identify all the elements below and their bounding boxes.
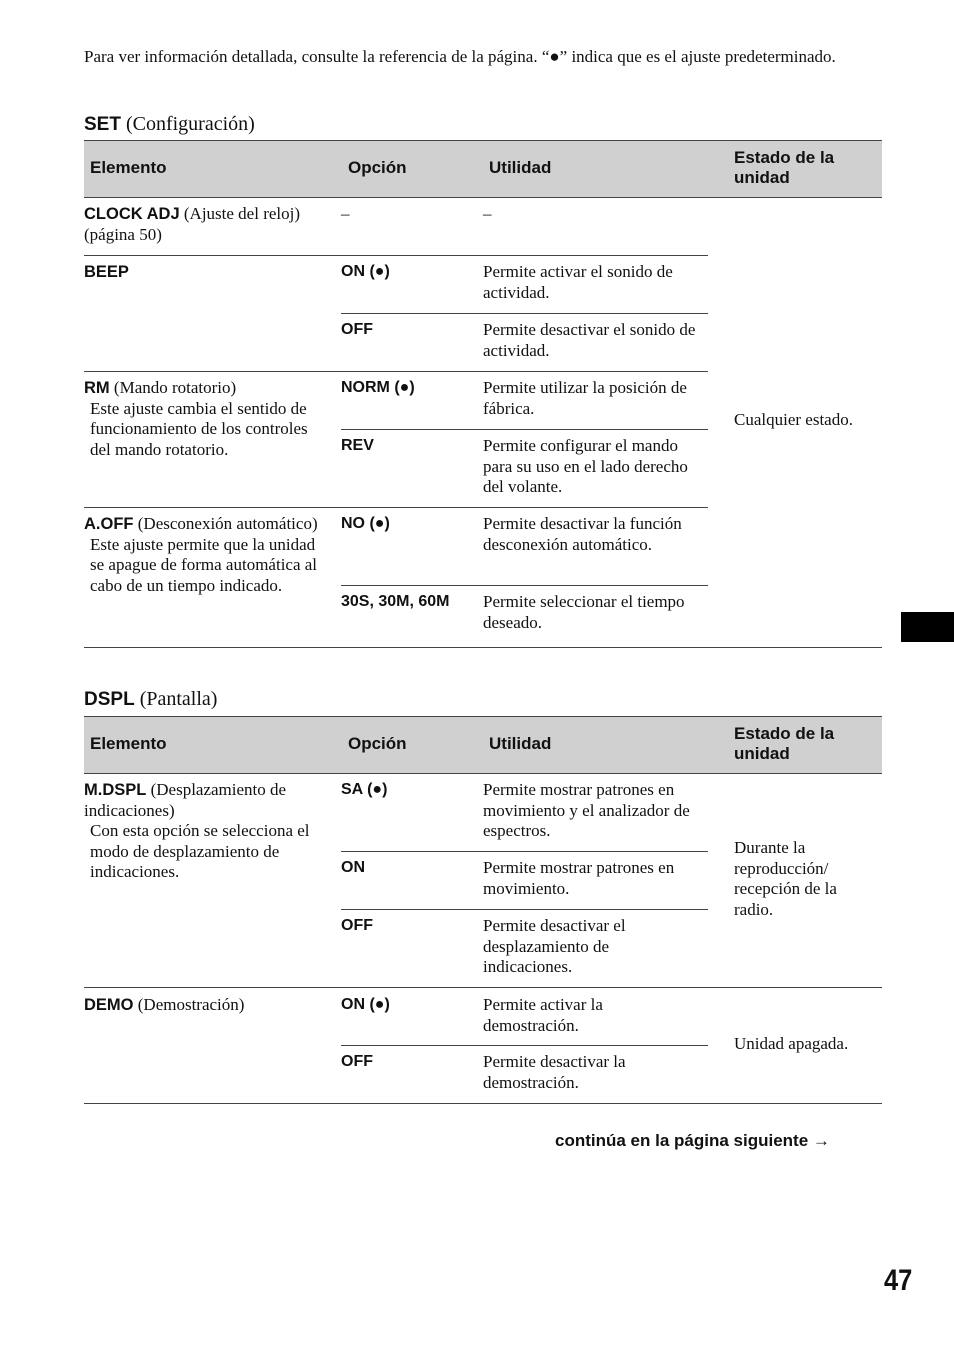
demo-element: DEMO (Demostración) [84,995,245,1014]
dspl-title-keyword: DSPL [84,689,135,710]
set-table-header [84,140,882,198]
header-estado: Estado de la unidad [734,148,835,187]
rm-utility-norm: Permite utilizar la posición de fábrica. [483,378,687,418]
demo-option-on: ON (●) [341,996,390,1013]
set-title-keyword: SET [84,114,121,135]
header-opcion: Opción [348,158,407,177]
dspl-table-header [84,716,882,774]
aoff-keyword: A.OFF [84,515,134,533]
set-estado: Cualquier estado. [734,410,853,429]
continue-next-page: continúa en la página siguiente → [555,1131,830,1150]
mdspl-description: Con esta opción se selecciona el modo de desplazamiento de indicaciones. [90,821,310,881]
rm-utility-rev: Permite configurar el mando para su uso en el lado derecho del volante. [483,436,688,496]
mdspl-element: M.DSPL (Desplazamiento de indicaciones) Con esta opción se selecciona el modo de desplazamiento de indicaciones. [84,780,329,883]
clock-adj-element: CLOCK ADJ (Ajuste del reloj) (página 50) [84,204,301,244]
mdspl-utility-off: Permite desactivar el desplazamiento de indicaciones. [483,916,626,976]
rm-keyword: RM [84,379,110,397]
clock-adj-option: – [341,204,350,223]
mdspl-utility-sa: Permite mostrar patrones en movimiento y el analizador de espectros. [483,780,690,840]
mdspl-utility-on: Permite mostrar patrones en movimiento. [483,858,675,898]
aoff-option-no: NO (●) [341,515,390,532]
beep-option-off: OFF [341,321,373,338]
header-opcion: Opción [348,734,407,753]
beep-option-on: ON (●) [341,263,390,280]
mdspl-estado: Durante la reproducción/ recepción de la radio. [734,838,837,919]
beep-element [84,262,324,283]
aoff-utility-no: Permite desactivar la función desconexión automático. [483,514,682,554]
beep-keyword: BEEP [84,263,129,281]
mdspl-option-sa: SA (●) [341,781,388,798]
intro-text: Para ver información detallada, consulte la referencia de la página. “●” indica que es el ajuste predeterminado. [84,47,836,66]
header-elemento: Elemento [90,158,167,177]
rm-option-rev: REV [341,437,374,454]
header-utilidad: Utilidad [489,734,552,753]
rm-option-norm: NORM (●) [341,379,415,396]
aoff-utility-time: Permite seleccionar el tiempo deseado. [483,592,685,632]
demo-estado: Unidad apagada. [734,1034,849,1053]
clock-adj-utility: – [483,204,492,223]
mdspl-option-on: ON [341,859,365,876]
demo-utility-off: Permite desactivar la demostración. [483,1052,626,1092]
header-estado: Estado de la unidad [734,724,835,763]
aoff-description: Este ajuste permite que la unidad se apague de forma automática al cabo de un tiempo indicado. [90,534,318,595]
section-tab-marker [901,612,954,642]
aoff-option-time: 30S, 30M, 60M [341,593,450,610]
rm-element: RM (Mando rotatorio) Este ajuste cambia el sentido de funcionamiento de los controles del mando rotatorio. [84,378,329,460]
header-utilidad: Utilidad [489,158,552,177]
beep-utility-on: Permite activar el sonido de actividad. [483,262,673,302]
dspl-section-title [84,687,217,712]
set-section-title [84,112,255,137]
clock-adj-keyword: CLOCK ADJ [84,205,180,223]
demo-option-off: OFF [341,1053,373,1070]
demo-keyword: DEMO [84,996,134,1014]
demo-utility-on: Permite activar la demostración. [483,995,603,1035]
aoff-element: A.OFF (Desconexión automático) Este ajuste permite que la unidad se apague de forma automática al cabo de un tiempo indicado. [84,514,329,596]
beep-utility-off: Permite desactivar el sonido de actividad. [483,320,696,360]
page-number: 47 [884,1264,913,1297]
header-elemento: Elemento [90,734,167,753]
rm-description: Este ajuste cambia el sentido de funcionamiento de los controles del mando rotatorio. [90,398,308,459]
mdspl-keyword: M.DSPL [84,781,147,799]
mdspl-option-off: OFF [341,917,373,934]
set-title-label: (Configuración) [120,113,255,135]
dspl-title-label: (Pantalla) [134,688,218,710]
